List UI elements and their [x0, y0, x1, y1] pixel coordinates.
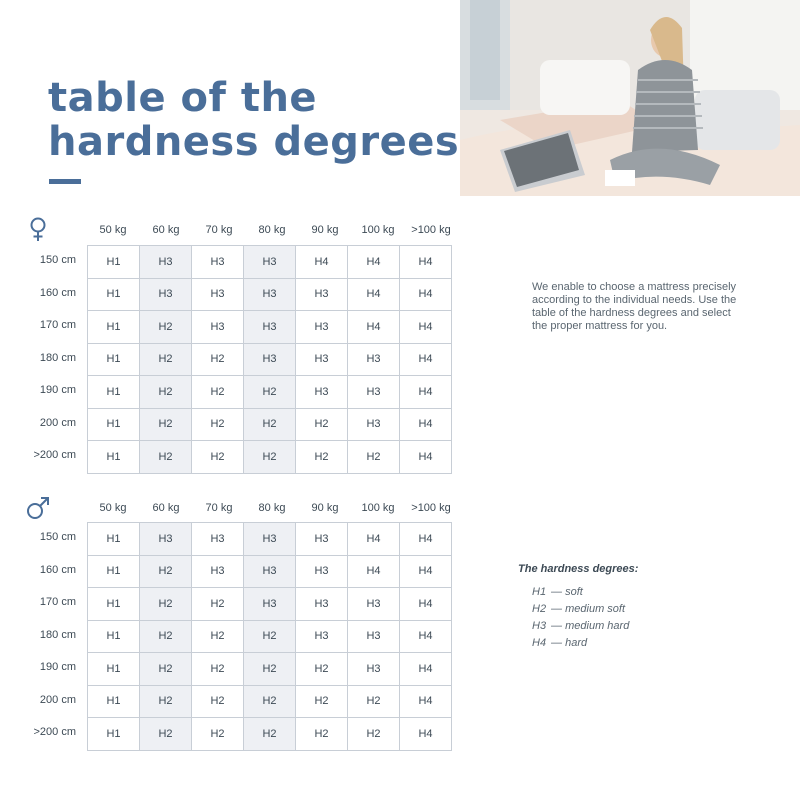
hardness-cell: H1	[88, 441, 140, 474]
hardness-cell: H2	[192, 441, 244, 474]
height-label: 200 cm	[39, 693, 76, 706]
hardness-cell: H3	[192, 278, 244, 311]
hardness-cell: H4	[400, 246, 452, 279]
title-line-2: hardness degrees	[48, 119, 460, 165]
hardness-cell: H1	[88, 246, 140, 279]
legend-code: H4	[532, 637, 547, 649]
table-row	[88, 408, 452, 441]
hardness-cell: H2	[192, 653, 244, 686]
height-label: 190 cm	[39, 384, 76, 396]
hardness-cell: H3	[192, 311, 244, 344]
male-symbol-icon	[24, 494, 52, 522]
hardness-cell: H3	[296, 343, 348, 376]
hardness-cell: H3	[296, 555, 348, 588]
hardness-cell: H4	[400, 588, 452, 621]
hardness-cell: H3	[296, 620, 348, 653]
page-title	[48, 76, 459, 164]
hardness-cell: H4	[296, 246, 348, 279]
hardness-cell: H4	[400, 278, 452, 311]
hardness-cell: H4	[400, 685, 452, 718]
hardness-cell: H1	[88, 588, 140, 621]
legend-code: H2	[532, 603, 547, 615]
hardness-cell: H4	[400, 653, 452, 686]
hardness-cell: H2	[192, 718, 244, 751]
weight-header: 50 kg	[99, 224, 127, 236]
legend-label: soft	[565, 586, 583, 598]
weight-header: 60 kg	[152, 502, 180, 514]
description-text: We enable to choose a mattress precisely according to the individual needs. Use the table of the hardness degrees and select the proper mattress for you.	[532, 281, 737, 332]
hardness-cell: H4	[400, 620, 452, 653]
hardness-cell: H1	[88, 718, 140, 751]
legend-title: The hardness degrees:	[518, 563, 639, 575]
hardness-cell: H4	[348, 246, 400, 279]
female-symbol-icon	[24, 215, 52, 243]
table-row	[88, 718, 452, 751]
height-label: 170 cm	[39, 596, 76, 608]
legend-item: H1 — soft	[532, 584, 629, 601]
hardness-cell: H2	[192, 376, 244, 409]
hardness-cell: H4	[400, 343, 452, 376]
height-label: 150 cm	[39, 531, 76, 543]
hardness-cell: H3	[244, 555, 296, 588]
hardness-cell: H3	[348, 376, 400, 409]
title-underline	[49, 179, 81, 184]
hardness-cell: H3	[244, 311, 296, 344]
hardness-cell: H3	[140, 523, 192, 556]
legend-item: H3 — medium hard	[532, 618, 629, 635]
hardness-cell: H1	[88, 311, 140, 344]
male-hardness-table	[87, 522, 452, 751]
hardness-cell: H4	[348, 555, 400, 588]
weight-header: 70 kg	[205, 224, 233, 236]
hardness-cell: H1	[88, 555, 140, 588]
hardness-cell: H2	[244, 620, 296, 653]
hardness-cell: H2	[140, 343, 192, 376]
weight-header: 60 kg	[152, 224, 180, 236]
hardness-cell: H2	[348, 718, 400, 751]
table-row	[88, 653, 452, 686]
hardness-cell: H2	[244, 441, 296, 474]
hardness-cell: H3	[244, 588, 296, 621]
hardness-cell: H2	[244, 376, 296, 409]
hardness-cell: H2	[296, 685, 348, 718]
weight-header: 50 kg	[99, 502, 127, 514]
hardness-cell: H3	[296, 278, 348, 311]
title-line-1: table of the	[48, 75, 318, 121]
hardness-cell: H1	[88, 376, 140, 409]
weight-header: 100 kg	[361, 224, 395, 236]
hardness-cell: H4	[400, 376, 452, 409]
hardness-cell: H1	[88, 408, 140, 441]
height-label: 160 cm	[39, 563, 76, 576]
hardness-cell: H3	[296, 588, 348, 621]
height-label: 150 cm	[39, 254, 76, 266]
height-label: >200 cm	[33, 449, 76, 461]
legend-code: H3	[532, 620, 547, 632]
female-hardness-table	[87, 245, 452, 474]
legend-label: medium soft	[565, 603, 626, 615]
weight-header: 70 kg	[205, 502, 233, 514]
hardness-cell: H3	[296, 311, 348, 344]
hardness-cell: H3	[244, 246, 296, 279]
height-label: 180 cm	[39, 628, 76, 641]
hardness-cell: H4	[400, 408, 452, 441]
height-label: 180 cm	[39, 351, 76, 364]
hardness-cell: H1	[88, 278, 140, 311]
hardness-cell: H2	[348, 685, 400, 718]
height-label: 170 cm	[39, 319, 76, 331]
table-row	[88, 588, 452, 621]
table-row	[88, 441, 452, 474]
weight-header: 100 kg	[361, 502, 395, 514]
hardness-cell: H3	[348, 343, 400, 376]
hardness-cell: H3	[348, 588, 400, 621]
hardness-cell: H4	[400, 441, 452, 474]
hardness-cell: H3	[140, 246, 192, 279]
hardness-cell: H2	[244, 653, 296, 686]
hardness-cell: H1	[88, 620, 140, 653]
hardness-cell: H3	[244, 523, 296, 556]
hardness-cell: H2	[140, 376, 192, 409]
hardness-cell: H2	[140, 653, 192, 686]
weight-header: >100 kg	[411, 502, 451, 514]
hardness-cell: H2	[140, 408, 192, 441]
hardness-cell: H3	[296, 376, 348, 409]
legend-code: H1	[532, 586, 547, 598]
table-row	[88, 555, 452, 588]
table-row	[88, 376, 452, 409]
hardness-cell: H1	[88, 653, 140, 686]
hardness-cell: H2	[140, 555, 192, 588]
hardness-cell: H2	[296, 718, 348, 751]
hardness-cell: H3	[348, 620, 400, 653]
hardness-cell: H2	[140, 441, 192, 474]
hardness-cell: H2	[244, 718, 296, 751]
legend-list	[532, 584, 629, 652]
hardness-cell: H2	[192, 685, 244, 718]
hardness-cell: H2	[192, 620, 244, 653]
hardness-cell: H2	[296, 441, 348, 474]
hardness-cell: H2	[348, 441, 400, 474]
hardness-cell: H3	[192, 555, 244, 588]
hardness-cell: H4	[400, 555, 452, 588]
weight-header: >100 kg	[411, 224, 451, 236]
hardness-cell: H1	[88, 523, 140, 556]
weight-header: 90 kg	[311, 224, 339, 236]
legend-item: H4 — hard	[532, 635, 629, 652]
height-label: 190 cm	[39, 661, 76, 673]
hardness-cell: H2	[192, 343, 244, 376]
table-row	[88, 311, 452, 344]
hardness-cell: H2	[140, 311, 192, 344]
hardness-cell: H2	[192, 588, 244, 621]
height-label: 160 cm	[39, 286, 76, 299]
hardness-cell: H3	[348, 408, 400, 441]
table-row	[88, 246, 452, 279]
hardness-cell: H4	[400, 311, 452, 344]
hardness-cell: H4	[348, 523, 400, 556]
hardness-cell: H2	[192, 408, 244, 441]
height-label: 200 cm	[39, 416, 76, 429]
legend-label: medium hard	[565, 620, 630, 632]
legend-label: hard	[565, 637, 588, 649]
hero-photo	[460, 0, 800, 196]
hardness-cell: H4	[400, 523, 452, 556]
hardness-cell: H2	[140, 685, 192, 718]
hardness-cell: H3	[192, 246, 244, 279]
hardness-cell: H2	[140, 620, 192, 653]
table-row	[88, 620, 452, 653]
hardness-cell: H2	[296, 408, 348, 441]
hardness-cell: H3	[244, 278, 296, 311]
hardness-cell: H2	[244, 685, 296, 718]
table-row	[88, 343, 452, 376]
hardness-cell: H3	[192, 523, 244, 556]
hardness-cell: H1	[88, 343, 140, 376]
hardness-cell: H3	[348, 653, 400, 686]
table-row	[88, 523, 452, 556]
hardness-cell: H2	[140, 718, 192, 751]
weight-header: 80 kg	[258, 502, 286, 514]
weight-header: 90 kg	[311, 502, 339, 514]
hardness-cell: H2	[244, 408, 296, 441]
hardness-cell: H1	[88, 685, 140, 718]
hardness-cell: H3	[296, 523, 348, 556]
hardness-cell: H3	[140, 278, 192, 311]
hardness-cell: H2	[296, 653, 348, 686]
hardness-cell: H4	[348, 278, 400, 311]
table-row	[88, 685, 452, 718]
table-row	[88, 278, 452, 311]
hardness-cell: H3	[244, 343, 296, 376]
hardness-cell: H4	[400, 718, 452, 751]
hardness-cell: H4	[348, 311, 400, 344]
hardness-cell: H2	[140, 588, 192, 621]
height-label: >200 cm	[33, 726, 76, 738]
weight-header: 80 kg	[258, 224, 286, 236]
legend-item: H2 — medium soft	[532, 601, 629, 618]
